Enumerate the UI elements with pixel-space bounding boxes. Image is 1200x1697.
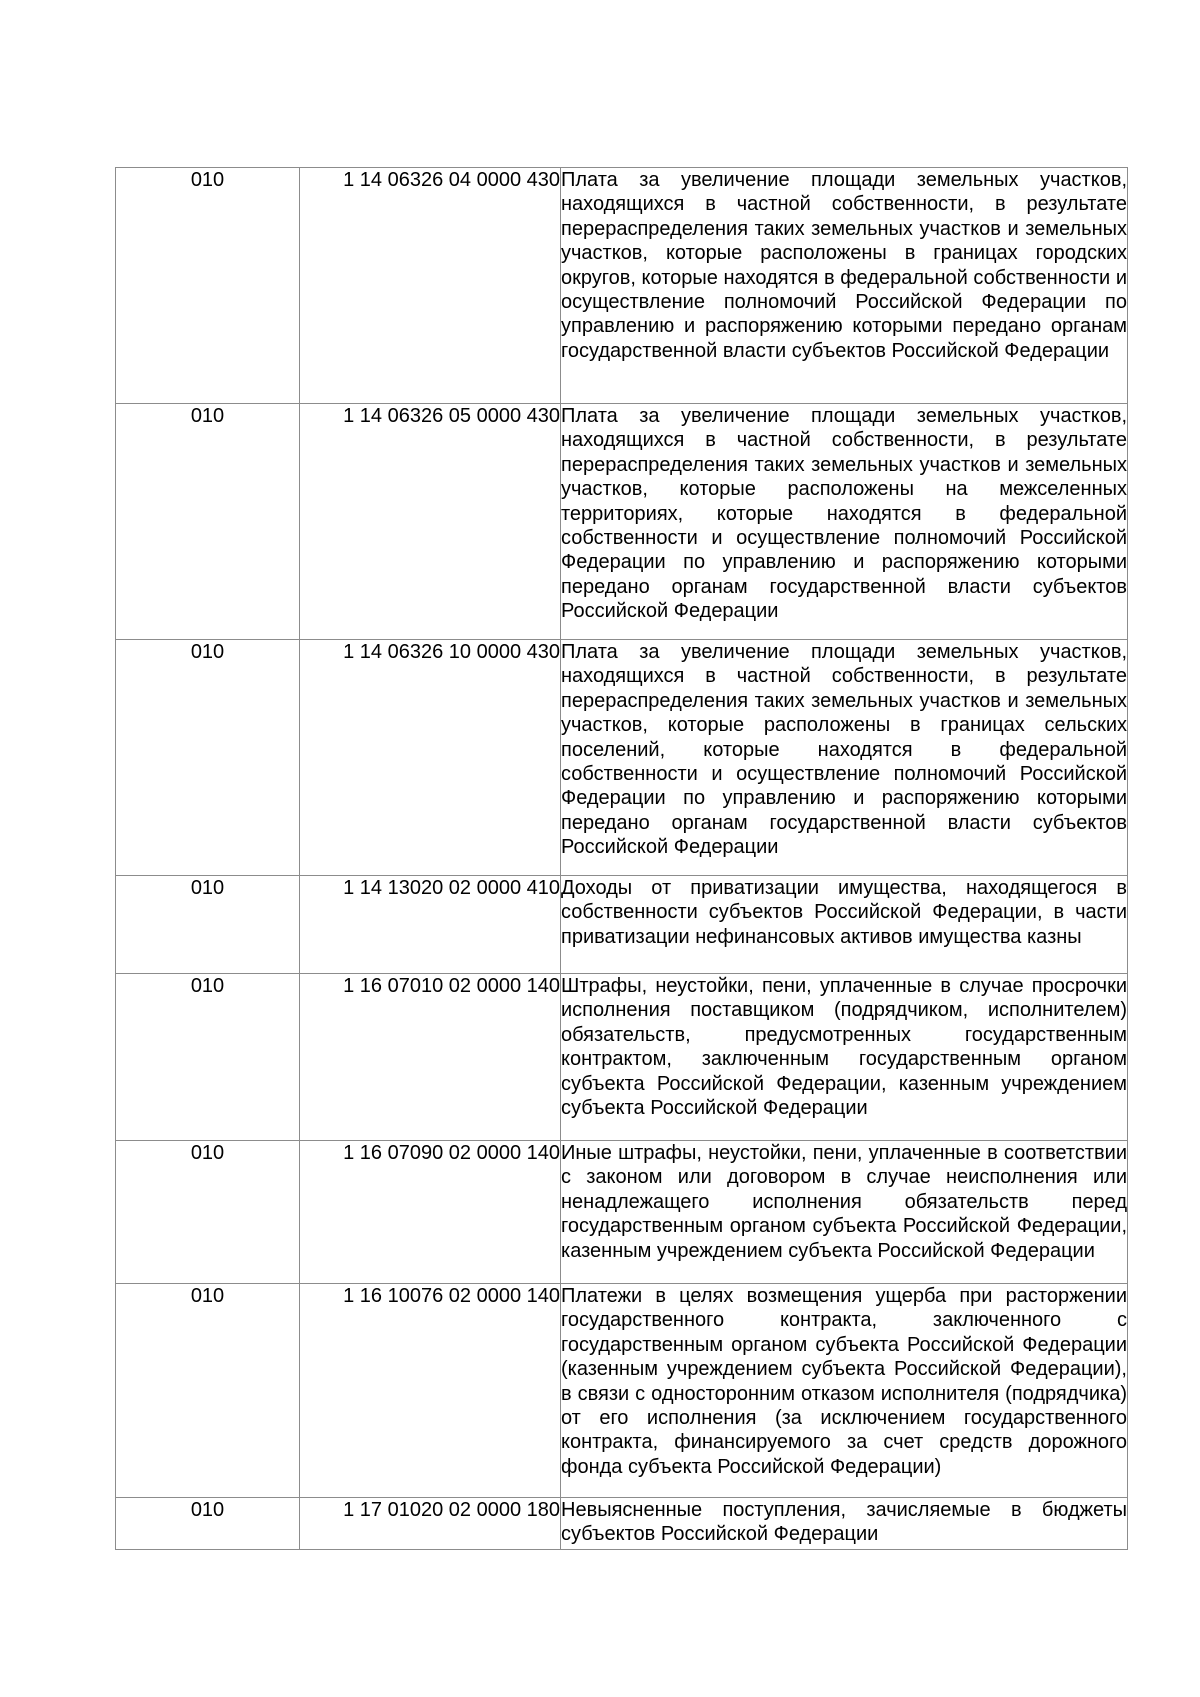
table-row bbox=[116, 1498, 1128, 1550]
description-text: Иные штрафы, неустойки, пени, уплаченные в соответствии с законом или договором в случае неисполнения или ненадлежащего исполнения обязательств перед государственным органом субъекта Российской Федерации, казенным учреждением субъекта Российской Федерации bbox=[561, 1142, 1127, 1262]
budget-code-cell: 1 17 01020 02 0000 180 bbox=[300, 1498, 561, 1550]
budget-code-cell: 1 16 07010 02 0000 140 bbox=[300, 974, 561, 1141]
admin-code-cell: 010 bbox=[116, 876, 300, 974]
description-text: Плата за увеличение площади земельных участков, находящихся в частной собственности, в результате перераспределения таких земельных участков и земельных участков, которые расположены на межселенных территориях, которые находятся в федеральной собственности и осуществление полномочий Российской Федерации по управлению и распоряжению которыми передано органам государственной власти субъектов Российской Федерации bbox=[561, 405, 1127, 623]
table-row bbox=[116, 876, 1128, 974]
description-cell bbox=[561, 168, 1128, 404]
budget-code-cell: 1 14 13020 02 0000 410 bbox=[300, 876, 561, 974]
table-row bbox=[116, 168, 1128, 404]
table-row bbox=[116, 1141, 1128, 1284]
description-text: Плата за увеличение площади земельных участков, находящихся в частной собственности, в результате перераспределения таких земельных участков и земельных участков, которые расположены в границах сельских поселений, которые находятся в федеральной собственности и осуществление полномочий Российской Федерации по управлению и распоряжению которыми передано органам государственной власти субъектов Российской Федерации bbox=[561, 641, 1127, 859]
description-cell bbox=[561, 1141, 1128, 1284]
description-text: Доходы от приватизации имущества, находящегося в собственности субъектов Российской Федерации, в части приватизации нефинансовых активов имущества казны bbox=[561, 877, 1127, 948]
admin-code-cell: 010 bbox=[116, 404, 300, 640]
description-text: Невыясненные поступления, зачисляемые в бюджеты субъектов Российской Федерации bbox=[561, 1499, 1127, 1546]
budget-code-cell: 1 16 07090 02 0000 140 bbox=[300, 1141, 561, 1284]
description-cell bbox=[561, 974, 1128, 1141]
admin-code-cell: 010 bbox=[116, 640, 300, 876]
admin-code-cell: 010 bbox=[116, 168, 300, 404]
description-text: Платежи в целях возмещения ущерба при расторжении государственного контракта, заключенного с государственным органом субъекта Российской Федерации (казенным учреждением субъекта Российской Федерации), в связи с односторонним отказом исполнителя (подрядчика) от его исполнения (за исключением государственного контракта, финансируемого за счет средств дорожного фонда субъекта Российской Федерации) bbox=[561, 1285, 1127, 1478]
description-text: Плата за увеличение площади земельных участков, находящихся в частной собственности, в результате перераспределения таких земельных участков и земельных участков, которые расположены в границах городских округов, которые находятся в федеральной собственности и осуществление полномочий Российской Федерации по управлению и распоряжению которыми передано органам государственной власти субъектов Российской Федерации bbox=[561, 169, 1127, 362]
table-row bbox=[116, 640, 1128, 876]
budget-code-cell: 1 14 06326 05 0000 430 bbox=[300, 404, 561, 640]
description-cell bbox=[561, 1284, 1128, 1498]
admin-code-cell: 010 bbox=[116, 974, 300, 1141]
revenue-codes-table bbox=[115, 167, 1128, 1550]
table-row bbox=[116, 974, 1128, 1141]
table-row bbox=[116, 404, 1128, 640]
description-text: Штрафы, неустойки, пени, уплаченные в случае просрочки исполнения поставщиком (подрядчиком, исполнителем) обязательств, предусмотренных государственным контрактом, заключенным государственным органом субъекта Российской Федерации, казенным учреждением субъекта Российской Федерации bbox=[561, 975, 1127, 1120]
budget-code-cell: 1 14 06326 10 0000 430 bbox=[300, 640, 561, 876]
description-cell bbox=[561, 640, 1128, 876]
table-row bbox=[116, 1284, 1128, 1498]
description-cell bbox=[561, 404, 1128, 640]
admin-code-cell: 010 bbox=[116, 1498, 300, 1550]
budget-code-cell: 1 14 06326 04 0000 430 bbox=[300, 168, 561, 404]
description-cell bbox=[561, 1498, 1128, 1550]
admin-code-cell: 010 bbox=[116, 1141, 300, 1284]
admin-code-cell: 010 bbox=[116, 1284, 300, 1498]
budget-code-cell: 1 16 10076 02 0000 140 bbox=[300, 1284, 561, 1498]
description-cell bbox=[561, 876, 1128, 974]
